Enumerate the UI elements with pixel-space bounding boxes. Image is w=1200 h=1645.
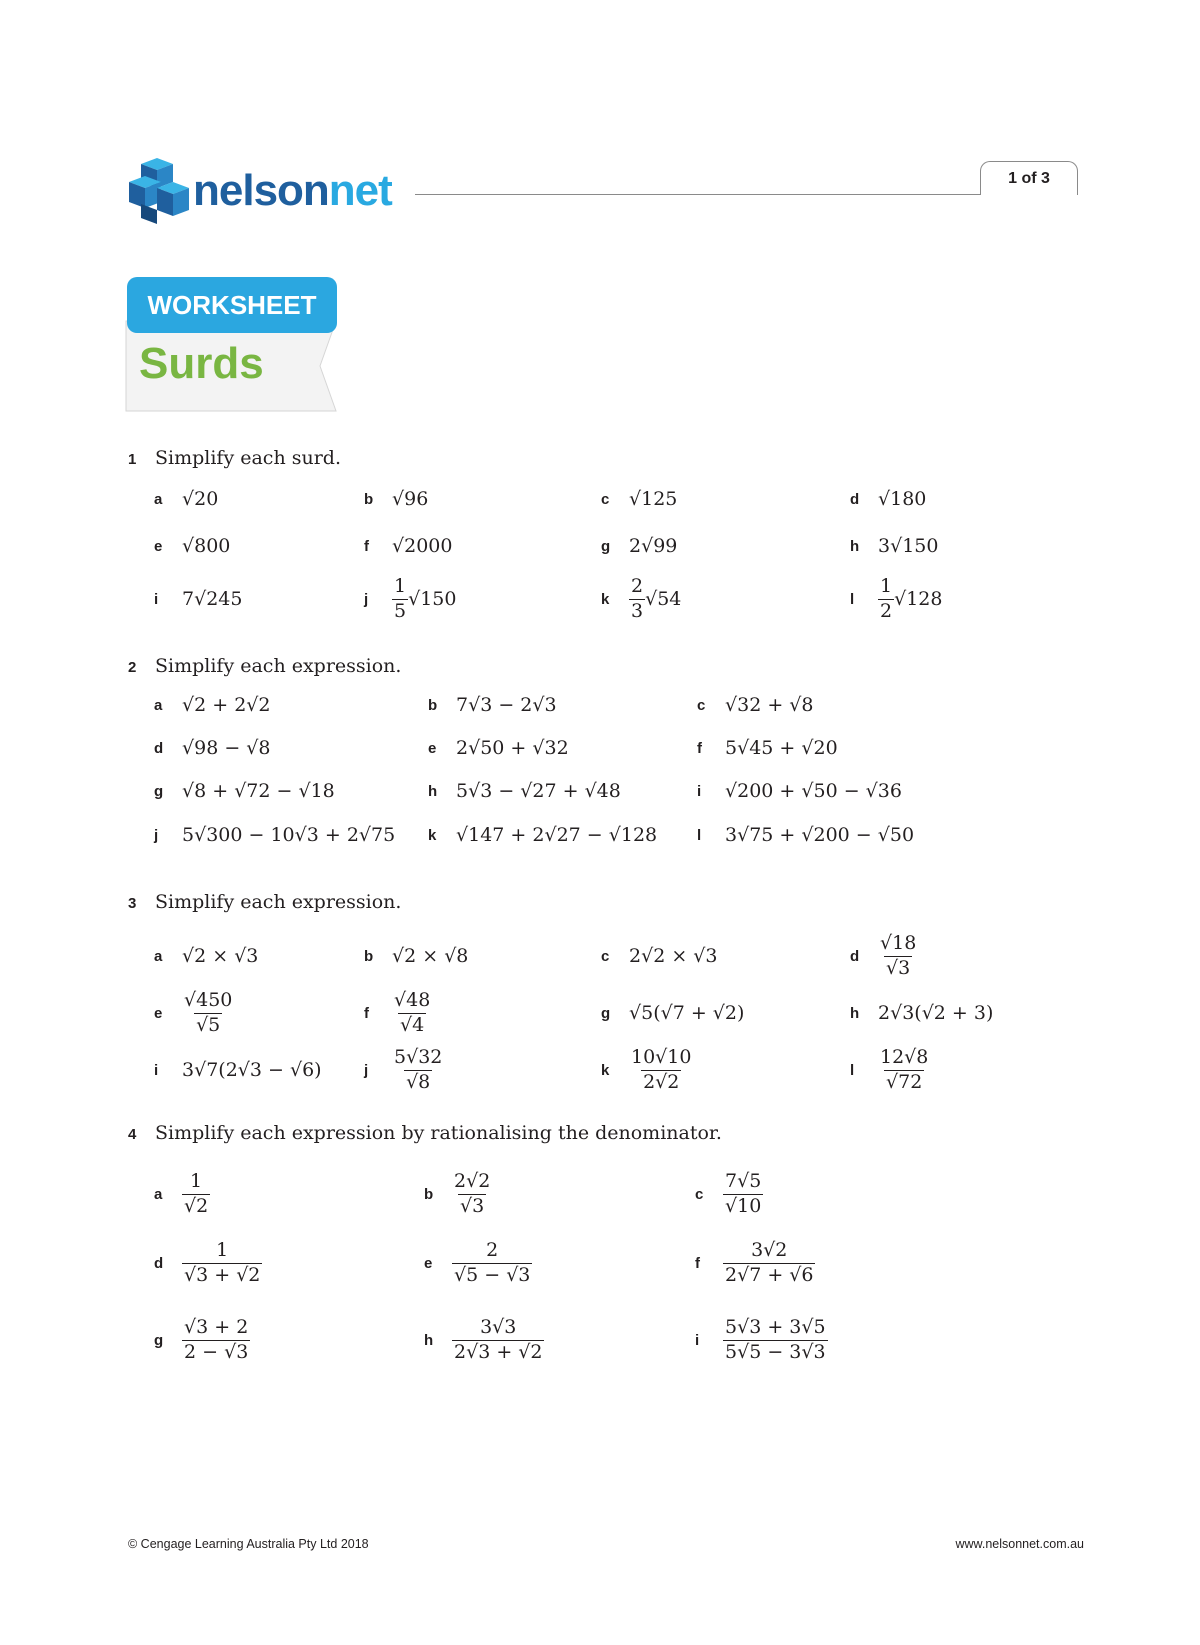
fraction-numerator: 2 (631, 574, 644, 597)
question-item (850, 931, 918, 979)
question-item (428, 726, 569, 770)
logo-cubes-icon (127, 158, 189, 224)
item-expression: √20 (182, 488, 219, 510)
fraction-numerator: 1 (394, 574, 407, 597)
item-letter: a (154, 947, 163, 965)
fraction-numerator: 3√3 (480, 1315, 517, 1338)
fraction (723, 1317, 828, 1364)
item-letter: h (850, 1004, 860, 1022)
question-item (154, 1048, 322, 1092)
question-item (364, 934, 468, 978)
question-item (364, 1045, 444, 1093)
fraction-numerator: 7√5 (725, 1169, 762, 1192)
header-rule (415, 194, 1077, 195)
fraction-denominator: √72 (886, 1070, 923, 1093)
question-item (601, 477, 677, 521)
question-item (428, 769, 621, 813)
item-expression: 5√45 + √20 (725, 737, 838, 759)
item-expression: 2√99 (629, 535, 678, 557)
fraction-denominator: √10 (725, 1194, 762, 1217)
question-item (601, 1045, 693, 1093)
item-expression: √128 (894, 588, 943, 610)
item-letter: f (364, 537, 369, 555)
fraction (182, 1240, 262, 1287)
item-letter: e (154, 1004, 163, 1022)
item-letter: h (428, 782, 438, 800)
item-letter: c (697, 696, 706, 714)
question-prompt: Simplify each expression by rationalising the denominator. (155, 1122, 722, 1144)
item-letter: d (850, 490, 860, 508)
question-item (364, 477, 428, 521)
fraction-numerator: 2√2 (454, 1169, 491, 1192)
fraction-denominator: 2√7 + √6 (725, 1263, 814, 1286)
coefficient-fraction (392, 576, 408, 623)
item-expression: 7√3 − 2√3 (456, 694, 557, 716)
question-item (364, 574, 457, 622)
question-item (697, 813, 914, 857)
fraction-numerator: √450 (184, 988, 233, 1011)
item-letter: b (364, 490, 374, 508)
item-letter: d (154, 739, 164, 757)
question-number: 3 (128, 895, 137, 912)
fraction (452, 1317, 544, 1364)
logo-wordmark (193, 166, 392, 215)
item-letter: g (601, 1004, 611, 1022)
item-letter: b (364, 947, 374, 965)
item-letter: g (154, 782, 164, 800)
question-item (424, 1169, 492, 1217)
item-expression: √125 (629, 488, 678, 510)
item-letter: e (424, 1254, 433, 1272)
fraction-denominator: 2√3 + √2 (454, 1340, 543, 1363)
item-expression: 2√2 × √3 (629, 945, 718, 967)
item-letter: d (850, 947, 860, 965)
item-expression: 5√300 − 10√3 + 2√75 (182, 824, 396, 846)
item-letter: a (154, 490, 163, 508)
item-expression: √32 + √8 (725, 694, 814, 716)
question-item (850, 524, 938, 568)
badge-label: WORKSHEET (147, 290, 317, 320)
question-item (601, 574, 682, 622)
fraction-denominator: 2 − √3 (184, 1340, 249, 1363)
fraction (182, 990, 234, 1037)
item-expression: √2 × √8 (392, 945, 469, 967)
question-item (364, 524, 452, 568)
item-expression: 2√3(√2 + 3) (878, 1002, 994, 1024)
question-item (424, 1238, 532, 1286)
worksheet-badge (122, 277, 342, 415)
fraction-denominator: √3 + √2 (184, 1263, 261, 1286)
question-item (154, 813, 395, 857)
item-expression: √5(√7 + √2) (629, 1002, 745, 1024)
item-letter: h (850, 537, 860, 555)
question-item (154, 1315, 250, 1363)
fraction-numerator: √48 (394, 988, 431, 1011)
fraction-numerator: 5√32 (394, 1045, 443, 1068)
question-item (850, 477, 926, 521)
item-expression: √96 (392, 488, 429, 510)
fraction-numerator: 2 (486, 1238, 499, 1261)
item-letter: i (695, 1331, 700, 1349)
fraction-numerator: 1 (190, 1169, 203, 1192)
fraction-numerator: 1 (216, 1238, 229, 1261)
question-item (424, 1315, 544, 1363)
item-letter: h (424, 1331, 434, 1349)
question-number: 1 (128, 451, 137, 468)
item-expression: √98 − √8 (182, 737, 271, 759)
fraction (723, 1171, 763, 1218)
item-letter: c (695, 1185, 704, 1203)
item-letter: d (154, 1254, 164, 1272)
page-indicator: 1 of 3 (980, 161, 1078, 195)
question-3 (128, 891, 401, 913)
fraction (452, 1171, 492, 1218)
logo-text-nelson: nelson (193, 166, 329, 215)
fraction-denominator: √3 (886, 956, 911, 979)
fraction-denominator: √2 (184, 1194, 209, 1217)
question-item (695, 1315, 828, 1363)
fraction-numerator: √18 (880, 931, 917, 954)
item-letter: g (154, 1331, 164, 1349)
question-item (154, 726, 270, 770)
fraction-numerator: 5√3 + 3√5 (725, 1315, 826, 1338)
question-item (154, 524, 230, 568)
item-expression: 5√3 − √27 + √48 (456, 780, 621, 802)
badge-label-box (127, 277, 337, 333)
item-letter: a (154, 696, 163, 714)
question-item (697, 726, 838, 770)
item-letter: g (601, 537, 611, 555)
item-expression: √2000 (392, 535, 453, 557)
fraction-denominator: √5 − √3 (454, 1263, 531, 1286)
fraction (182, 1171, 210, 1218)
question-item (154, 769, 335, 813)
question-item (601, 934, 717, 978)
question-item (154, 1169, 210, 1217)
item-letter: l (850, 1061, 855, 1079)
question-number: 4 (128, 1126, 137, 1143)
question-item (364, 988, 432, 1036)
footer-copyright: © Cengage Learning Australia Pty Ltd 2018 (128, 1537, 369, 1551)
question-item (154, 988, 234, 1036)
item-letter: l (697, 826, 702, 844)
item-expression: √8 + √72 − √18 (182, 780, 335, 802)
fraction-denominator: √3 (460, 1194, 485, 1217)
question-item (154, 577, 242, 621)
question-prompt: Simplify each expression. (155, 655, 402, 677)
item-expression: 7√245 (182, 588, 243, 610)
fraction-numerator: 3√2 (751, 1238, 788, 1261)
question-item (154, 934, 258, 978)
fraction-denominator: 2 (880, 599, 893, 622)
item-expression: √2 + 2√2 (182, 694, 271, 716)
question-item (428, 813, 657, 857)
fraction-numerator: 1 (880, 574, 893, 597)
item-letter: k (428, 826, 437, 844)
item-expression: √800 (182, 535, 231, 557)
question-item (695, 1169, 763, 1217)
question-item (850, 1045, 930, 1093)
fraction-numerator: √3 + 2 (184, 1315, 249, 1338)
question-item (850, 574, 943, 622)
item-expression: √150 (408, 588, 457, 610)
item-letter: j (364, 590, 369, 608)
question-item (601, 524, 677, 568)
question-4 (128, 1122, 722, 1144)
question-item (697, 769, 902, 813)
item-letter: b (424, 1185, 434, 1203)
question-1 (128, 447, 341, 469)
coefficient-fraction (629, 576, 645, 623)
fraction (182, 1317, 250, 1364)
item-letter: c (601, 947, 610, 965)
item-letter: j (154, 826, 159, 844)
item-letter: k (601, 590, 610, 608)
question-item (695, 1238, 815, 1286)
item-letter: i (154, 1061, 159, 1079)
question-item (154, 1238, 262, 1286)
item-letter: j (364, 1061, 369, 1079)
item-letter: f (364, 1004, 369, 1022)
item-expression: 3√150 (878, 535, 939, 557)
nelsonnet-logo (127, 156, 417, 226)
item-letter: c (601, 490, 610, 508)
question-item (850, 991, 993, 1035)
item-letter: i (154, 590, 159, 608)
question-prompt: Simplify each expression. (155, 891, 402, 913)
item-letter: e (154, 537, 163, 555)
item-letter: f (697, 739, 702, 757)
fraction-denominator: 3 (631, 599, 644, 622)
fraction (392, 1047, 444, 1094)
fraction (452, 1240, 532, 1287)
item-letter: b (428, 696, 438, 714)
question-item (154, 477, 218, 521)
question-prompt: Simplify each surd. (155, 447, 341, 469)
item-expression: 3√7(2√3 − √6) (182, 1059, 322, 1081)
fraction (723, 1240, 815, 1287)
coefficient-fraction (878, 576, 894, 623)
question-item (601, 991, 744, 1035)
question-item (154, 683, 270, 727)
fraction-denominator: 5 (394, 599, 407, 622)
item-letter: i (697, 782, 702, 800)
fraction-denominator: 5√5 − 3√3 (725, 1340, 826, 1363)
item-expression: √180 (878, 488, 927, 510)
item-expression: 2√50 + √32 (456, 737, 569, 759)
item-expression: √200 + √50 − √36 (725, 780, 902, 802)
fraction (392, 990, 432, 1037)
fraction (629, 1047, 693, 1094)
question-number: 2 (128, 659, 137, 676)
logo-text-net: net (328, 166, 392, 215)
fraction-denominator: √8 (406, 1070, 431, 1093)
item-letter: e (428, 739, 437, 757)
item-expression: √2 × √3 (182, 945, 259, 967)
item-expression: √54 (645, 588, 682, 610)
fraction-numerator: 12√8 (880, 1045, 929, 1068)
item-letter: k (601, 1061, 610, 1079)
item-letter: f (695, 1254, 700, 1272)
question-item (428, 683, 557, 727)
item-expression: 3√75 + √200 − √50 (725, 824, 915, 846)
fraction-denominator: 2√2 (643, 1070, 680, 1093)
worksheet-title: Surds (139, 339, 264, 388)
fraction-numerator: 10√10 (631, 1045, 692, 1068)
footer-website: www.nelsonnet.com.au (955, 1537, 1084, 1551)
question-item (697, 683, 813, 727)
fraction (878, 1047, 930, 1094)
question-2 (128, 655, 401, 677)
fraction (878, 933, 918, 980)
item-letter: a (154, 1185, 163, 1203)
fraction-denominator: √4 (400, 1013, 425, 1036)
item-letter: l (850, 590, 855, 608)
item-expression: √147 + 2√27 − √128 (456, 824, 658, 846)
fraction-denominator: √5 (196, 1013, 221, 1036)
